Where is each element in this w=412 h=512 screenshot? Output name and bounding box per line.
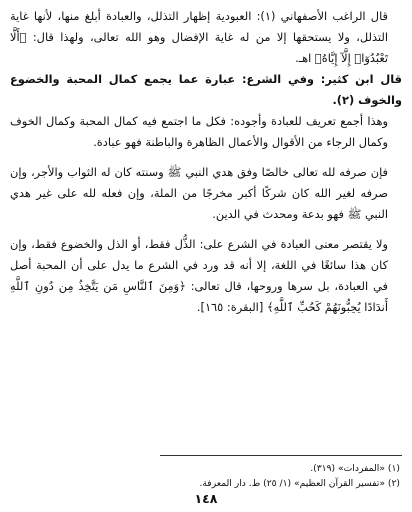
paragraph-raghib-definition: قال الراغب الأصفهاني (١): العبودية إظهار التذلل، والعبادة أبلغ منها، لأنها غاية التذلل، ولا يستحقها إلا من له غاية الإفضال وهو الله تعالى، ولهذا قال: ﴿أَلَّا تَعْبُدُوٓا۟ إِلَّآ إِيَّاهُ﴾ اهـ. (10, 9, 388, 65)
paragraph-ibn-kathir-definition: قال ابن كثير: وفي الشرع: عبارة عما يجمع كمال المحبة والخضوع والخوف (٢). (10, 72, 402, 107)
footnote-separator (160, 455, 402, 456)
footnote-2: (٢) «تفسير القرآن العظيم» (١/ ٢٥) ط. دار المعرفة. (199, 478, 400, 489)
footnote-1: (١) «المفردات» (٣١٩). (310, 463, 400, 474)
paragraph-best-definition: وهذا أجمع تعريف للعبادة وأجوده: فكل ما اجتمع فيه كمال المحبة وكمال الخوف وكمال الرجاء من الأقوال والأعمال الظاهرة والباطنة فهو عبادة. (10, 114, 388, 149)
page-body (10, 6, 402, 318)
paragraph-meaning-of-worship: ولا يقتصر معنى العبادة في الشرع على: الذُّل فقط، أو الذل والخضوع فقط، وإن كان هذا سائغًا في اللغة، إلا أنه قد ورد في الشرع ما يدل على أن المحبة أصل في العبادة، بل سرها وروحها، قال تعالى: ﴿وَمِنَ ٱلنَّاسِ مَن يَتَّخِذُ مِن دُونِ ٱللَّهِ أَندَادًا يُحِبُّونَهُمْ كَحُبِّ ٱللَّهِ﴾ [البقرة: ١٦٥]. (10, 237, 388, 314)
paragraph-devotion: فإن صرفه لله تعالى خالصًا وفق هدي النبي ﷺ وسنته كان له الثواب والأجر، وإن صرفه لغير الله كان شركًا أكبر مخرجًا من الملة، وإن فعله لله على غير هدي النبي ﷺ فهو بدعة ومحدث في الدين. (10, 165, 388, 221)
footnotes (12, 461, 400, 491)
page-number: ١٤٨ (194, 491, 218, 506)
